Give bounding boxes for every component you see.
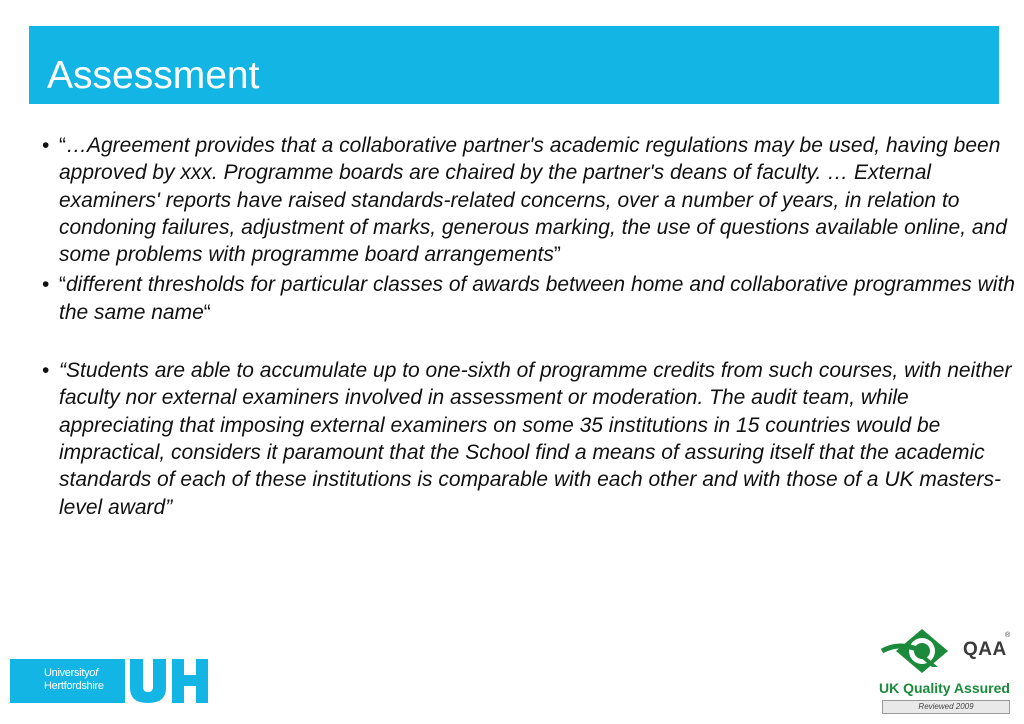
qaa-emblem-icon (880, 627, 960, 677)
close-quote: ” (553, 243, 561, 267)
uh-monogram-icon (128, 659, 210, 703)
qaa-reviewed-badge: Reviewed 2009 (882, 700, 1010, 714)
qaa-logo (876, 625, 1016, 717)
university-of-hertfordshire-logo (10, 659, 210, 703)
bullet-item (42, 271, 1017, 326)
quote-text: …Agreement provides that a collaborative partner's academic regulations may be used, having been approved by xxx. Programme boards are chaired by the partner's deans of faculty. … External examiners' reports have raised standards-related concerns, over a number of years, in relation to condoning failures, adjustment of marks, generous marking, the use of questions available online, and some problems with programme board arrangements (59, 134, 1007, 267)
quote-text: different thresholds for particular classes of awards between home and collaborative programmes with the same name (59, 273, 1015, 324)
bullet-marker: • (42, 359, 50, 383)
logo-text-of: of (89, 667, 98, 679)
registered-mark: ® (1005, 632, 1011, 639)
close-quote: “ (203, 300, 211, 324)
logo-text-hertfordshire: Hertfordshire (44, 680, 104, 692)
qaa-wordmark: QAA (963, 639, 1007, 660)
title-bar (29, 26, 999, 104)
open-quote: “ (59, 134, 66, 157)
logo-text-university: University (44, 667, 90, 679)
bullet-marker: • (42, 273, 50, 297)
slide-title: Assessment (47, 54, 260, 97)
logo-wordmark (44, 667, 104, 693)
qaa-tagline: UK Quality Assured (879, 680, 1010, 696)
open-quote: “ (59, 273, 66, 297)
quote-text: “Students are able to accumulate up to one-sixth of programme credits from such courses, with neither faculty nor external examiners involved in assessment or moderation. The audit team, while appreciating that imposing external examiners on some 35 institutions in 15 countries would be impractical, considers it paramount that the School find a means of assuring itself that the academic standards of each of these institutions is comparable with each other and with those of a UK masters-level award” (59, 359, 1012, 519)
bullet-item (42, 357, 1017, 521)
bullet-item (42, 132, 1017, 268)
logo-box (10, 659, 125, 703)
bullet-list (42, 132, 1017, 521)
bullet-marker: • (42, 134, 50, 157)
